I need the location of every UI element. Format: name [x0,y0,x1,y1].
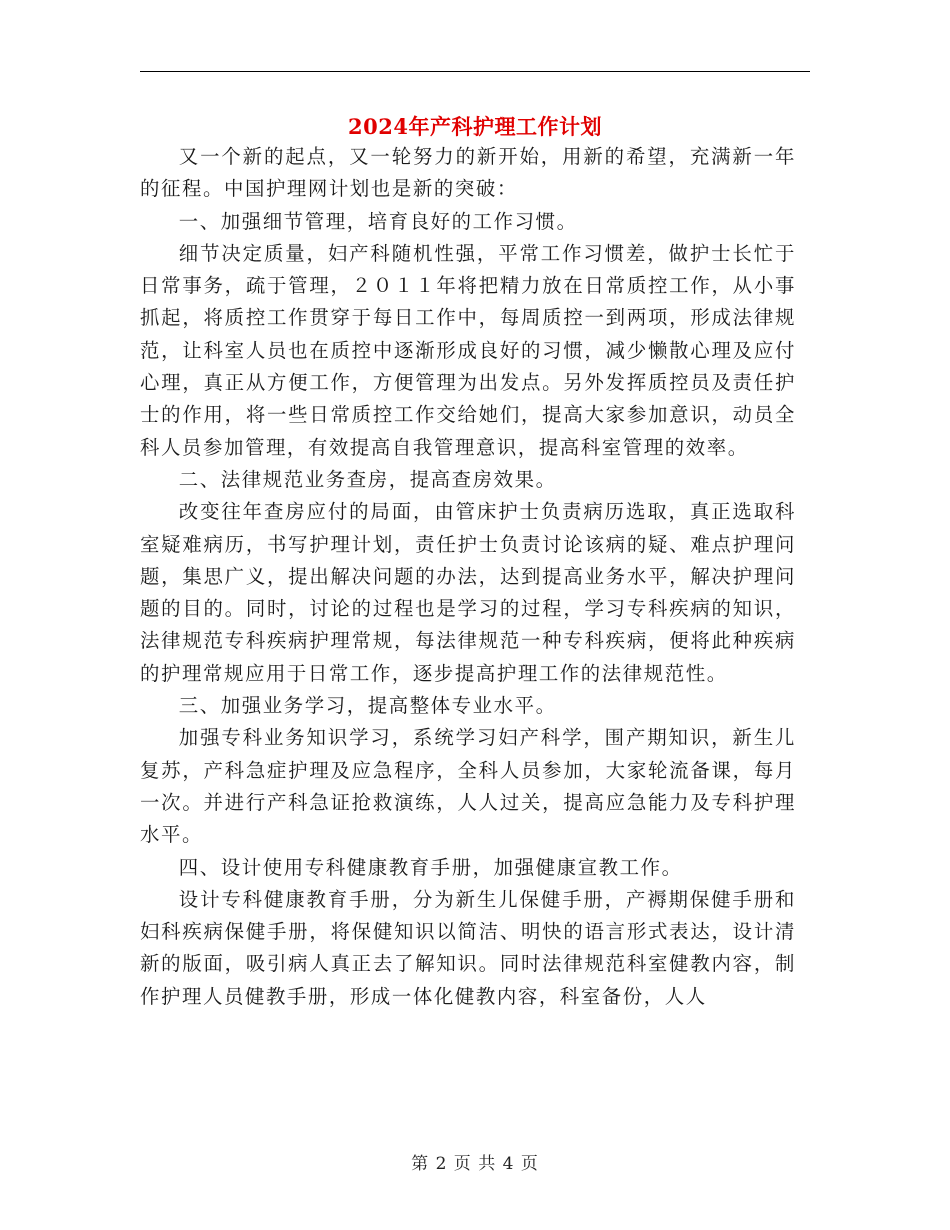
paragraph-section-4: 设计专科健康教育手册，分为新生儿保健手册，产褥期保健手册和妇科疾病保健手册，将保健知识以简洁、明快的语言形式表达，设计清新的版面，吸引病人真正去了解知识。同时法律规范科室健教内容，制作护理人员健教手册，形成一体化健教内容，科室备份，人人 [140,887,796,1008]
paragraph-intro: 又一个新的起点，又一轮努力的新开始，用新的希望，充满新一年的征程。中国护理网计划也是新的突破： [140,145,796,201]
document-title: 2024年产科护理工作计划 [348,114,602,139]
section-heading-4: 四、设计使用专科健康教育手册，加强健康宣教工作。 [178,855,683,879]
page-number: 第 2 页 共 4 页 [411,1154,539,1174]
header-rule [140,71,810,72]
section-heading-2: 二、法律规范业务查房，提高查房效果。 [178,467,557,491]
section-heading-3: 三、加强业务学习，提高整体专业水平。 [178,694,557,718]
paragraph-section-1: 细节决定质量，妇产科随机性强，平常工作习惯差，做护士长忙于日常事务，疏于管理，２０１１年将把精力放在日常质控工作，从小事抓起，将质控工作贯穿于每日工作中，每周质控一到两项，形成法律规范，让科室人员也在质控中逐渐形成良好的习惯，减少懒散心理及应付心理，真正从方便工作，方便管理为出发点。另外发挥质控员及责任护士的作用，将一些日常质控工作交给她们，提高大家参加意识，动员全科人员参加管理，有效提高自我管理意识，提高科室管理的效率。 [140,241,796,459]
document-body [140,141,796,1013]
paragraph-section-2: 改变往年查房应付的局面，由管床护士负责病历选取，真正选取科室疑难病历，书写护理计划，责任护士负责讨论该病的疑、难点护理问题，集思广义，提出解决问题的办法，达到提高业务水平，解决护理问题的目的。同时，讨论的过程也是学习的过程，学习专科疾病的知识，法律规范专科疾病护理常规，每法律规范一种专科疾病，便将此种疾病的护理常规应用于日常工作，逐步提高护理工作的法律规范性。 [140,500,796,685]
paragraph-section-3: 加强专科业务知识学习，系统学习妇产科学，围产期知识，新生儿复苏，产科急症护理及应急程序，全科人员参加，大家轮流备课，每月一次。并进行产科急证抢救演练，人人过关，提高应急能力及专科护理水平。 [140,726,796,847]
page-footer [0,1152,950,1176]
section-heading-1: 一、加强细节管理，培育良好的工作习惯。 [178,209,578,233]
